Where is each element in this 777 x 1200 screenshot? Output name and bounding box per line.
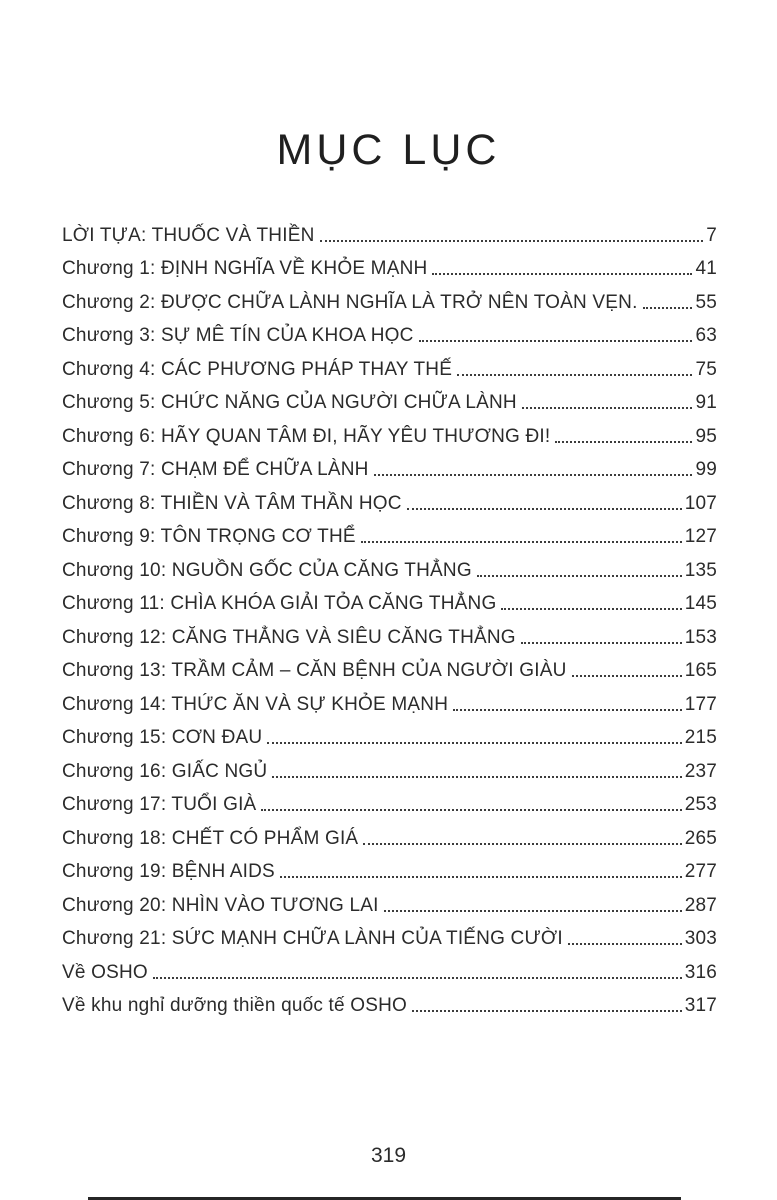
toc-dot-leader — [432, 273, 692, 275]
toc-entry-label: Chương 9: TÔN TRỌNG CƠ THỂ — [62, 526, 356, 547]
toc-dot-leader — [522, 407, 693, 409]
toc-entry-page: 277 — [684, 861, 717, 882]
toc-entry-page: 41 — [695, 258, 717, 279]
toc-entry-page: 317 — [684, 995, 717, 1016]
toc-entry-page: 165 — [684, 660, 717, 681]
toc-dot-leader — [412, 1010, 682, 1012]
toc-dot-leader — [501, 608, 681, 610]
toc-dot-leader — [153, 977, 682, 979]
toc-dot-leader — [521, 642, 682, 644]
toc-dot-leader — [361, 541, 682, 543]
toc-entry-page: 63 — [695, 325, 717, 346]
toc-entry-label: Chương 1: ĐỊNH NGHĨA VỀ KHỎE MẠNH — [62, 258, 428, 279]
toc-entry — [62, 320, 717, 354]
toc-entry-page: 127 — [684, 526, 717, 547]
toc-entry-page: 303 — [684, 928, 717, 949]
toc-entry — [62, 655, 717, 689]
toc-entry — [62, 889, 717, 923]
toc-entry — [62, 420, 717, 454]
toc-entry-page: 99 — [695, 459, 717, 480]
toc-entry-label: Chương 18: CHẾT CÓ PHẨM GIÁ — [62, 827, 359, 849]
toc-entry-label: Chương 5: CHỨC NĂNG CỦA NGƯỜI CHỮA LÀNH — [62, 392, 517, 413]
toc-dot-leader — [568, 943, 682, 945]
toc-entry — [62, 990, 717, 1024]
toc-entry — [62, 554, 717, 588]
toc-entry-label: Chương 8: THIỀN VÀ TÂM THẦN HỌC — [62, 492, 402, 514]
toc-entry-label: Chương 19: BỆNH AIDS — [62, 861, 275, 882]
toc-entry — [62, 588, 717, 622]
toc-entry-label: Chương 7: CHẠM ĐỂ CHỮA LÀNH — [62, 459, 369, 480]
toc-entry-page: 253 — [684, 794, 717, 815]
toc-dot-leader — [280, 876, 682, 878]
toc-entry-label: Chương 12: CĂNG THẲNG VÀ SIÊU CĂNG THẲNG — [62, 626, 516, 648]
toc-entry — [62, 688, 717, 722]
toc-entry — [62, 219, 717, 253]
toc-entry-label: Chương 21: SỨC MẠNH CHỮA LÀNH CỦA TIẾNG CƯỜI — [62, 928, 563, 949]
toc-entry-label: Chương 11: CHÌA KHÓA GIẢI TỎA CĂNG THẲNG — [62, 593, 497, 614]
toc-dot-leader — [384, 910, 682, 912]
toc-entry — [62, 621, 717, 655]
toc-entry-page: 177 — [684, 693, 717, 715]
toc-entry — [62, 822, 717, 856]
toc-entry-label: Về khu nghỉ dưỡng thiền quốc tế OSHO — [62, 995, 408, 1016]
toc-entry-page: 265 — [684, 827, 717, 849]
toc-entry-label: LỜI TỰA: THUỐC VÀ THIỀN — [62, 224, 315, 246]
toc-entry — [62, 956, 717, 990]
toc-dot-leader — [555, 441, 692, 443]
toc-entry — [62, 923, 717, 957]
toc-entry — [62, 487, 717, 521]
toc-entry-label: Chương 15: CƠN ĐAU — [62, 727, 263, 748]
toc-entry-label: Chương 16: GIẤC NGỦ — [62, 760, 268, 782]
toc-entry — [62, 454, 717, 488]
toc-dot-leader — [363, 843, 681, 845]
toc-entry-label: Chương 2: ĐƯỢC CHỮA LÀNH NGHĨA LÀ TRỞ NÊN TOÀN VẸN. — [62, 291, 638, 313]
toc-dot-leader — [457, 374, 692, 376]
toc-list — [62, 219, 717, 1023]
toc-entry — [62, 755, 717, 789]
toc-entry — [62, 387, 717, 421]
toc-dot-leader — [267, 742, 681, 744]
toc-entry-label: Chương 14: THỨC ĂN VÀ SỰ KHỎE MẠNH — [62, 693, 449, 715]
toc-entry — [62, 353, 717, 387]
toc-dot-leader — [477, 575, 682, 577]
toc-entry — [62, 856, 717, 890]
toc-entry-label: Chương 10: NGUỒN GỐC CỦA CĂNG THẲNG — [62, 559, 472, 581]
toc-dot-leader — [261, 809, 681, 811]
toc-entry-label: Chương 13: TRẦM CẢM – CĂN BỆNH CỦA NGƯỜI GIÀU — [62, 660, 567, 681]
toc-dot-leader — [320, 240, 704, 242]
toc-dot-leader — [453, 709, 682, 711]
toc-entry-label: Chương 3: SỰ MÊ TÍN CỦA KHOA HỌC — [62, 325, 414, 346]
toc-entry-page: 145 — [684, 593, 717, 614]
toc-entry-page: 91 — [695, 392, 717, 413]
toc-entry — [62, 253, 717, 287]
page-number: 319 — [370, 1144, 407, 1167]
toc-entry-label: Chương 4: CÁC PHƯƠNG PHÁP THAY THẾ — [62, 358, 453, 380]
toc-entry-page: 316 — [684, 961, 717, 983]
toc-entry — [62, 521, 717, 555]
page-title: MỤC LỤC — [276, 126, 501, 174]
toc-entry-label: Chương 6: HÃY QUAN TÂM ĐI, HÃY YÊU THƯƠNG ĐI! — [62, 425, 551, 447]
toc-dot-leader — [643, 307, 693, 309]
toc-entry-page: 153 — [684, 626, 717, 648]
toc-entry — [62, 789, 717, 823]
toc-dot-leader — [272, 776, 681, 778]
toc-entry-page: 95 — [695, 425, 717, 447]
toc-entry — [62, 722, 717, 756]
toc-entry-page: 215 — [684, 727, 717, 748]
toc-entry-label: Chương 20: NHÌN VÀO TƯƠNG LAI — [62, 894, 379, 916]
toc-entry-page: 287 — [684, 894, 717, 916]
toc-entry-label: Về OSHO — [62, 961, 148, 983]
toc-dot-leader — [374, 474, 693, 476]
toc-entry-page: 55 — [695, 291, 717, 313]
toc-entry-page: 135 — [684, 559, 717, 581]
toc-entry-page: 107 — [684, 492, 717, 514]
toc-entry-label: Chương 17: TUỔI GIÀ — [62, 794, 257, 815]
toc-dot-leader — [419, 340, 693, 342]
toc-entry-page: 75 — [695, 358, 717, 380]
toc-entry — [62, 286, 717, 320]
toc-entry-page: 7 — [706, 224, 717, 246]
toc-entry-page: 237 — [684, 760, 717, 782]
toc-dot-leader — [407, 508, 682, 510]
toc-dot-leader — [572, 675, 682, 677]
